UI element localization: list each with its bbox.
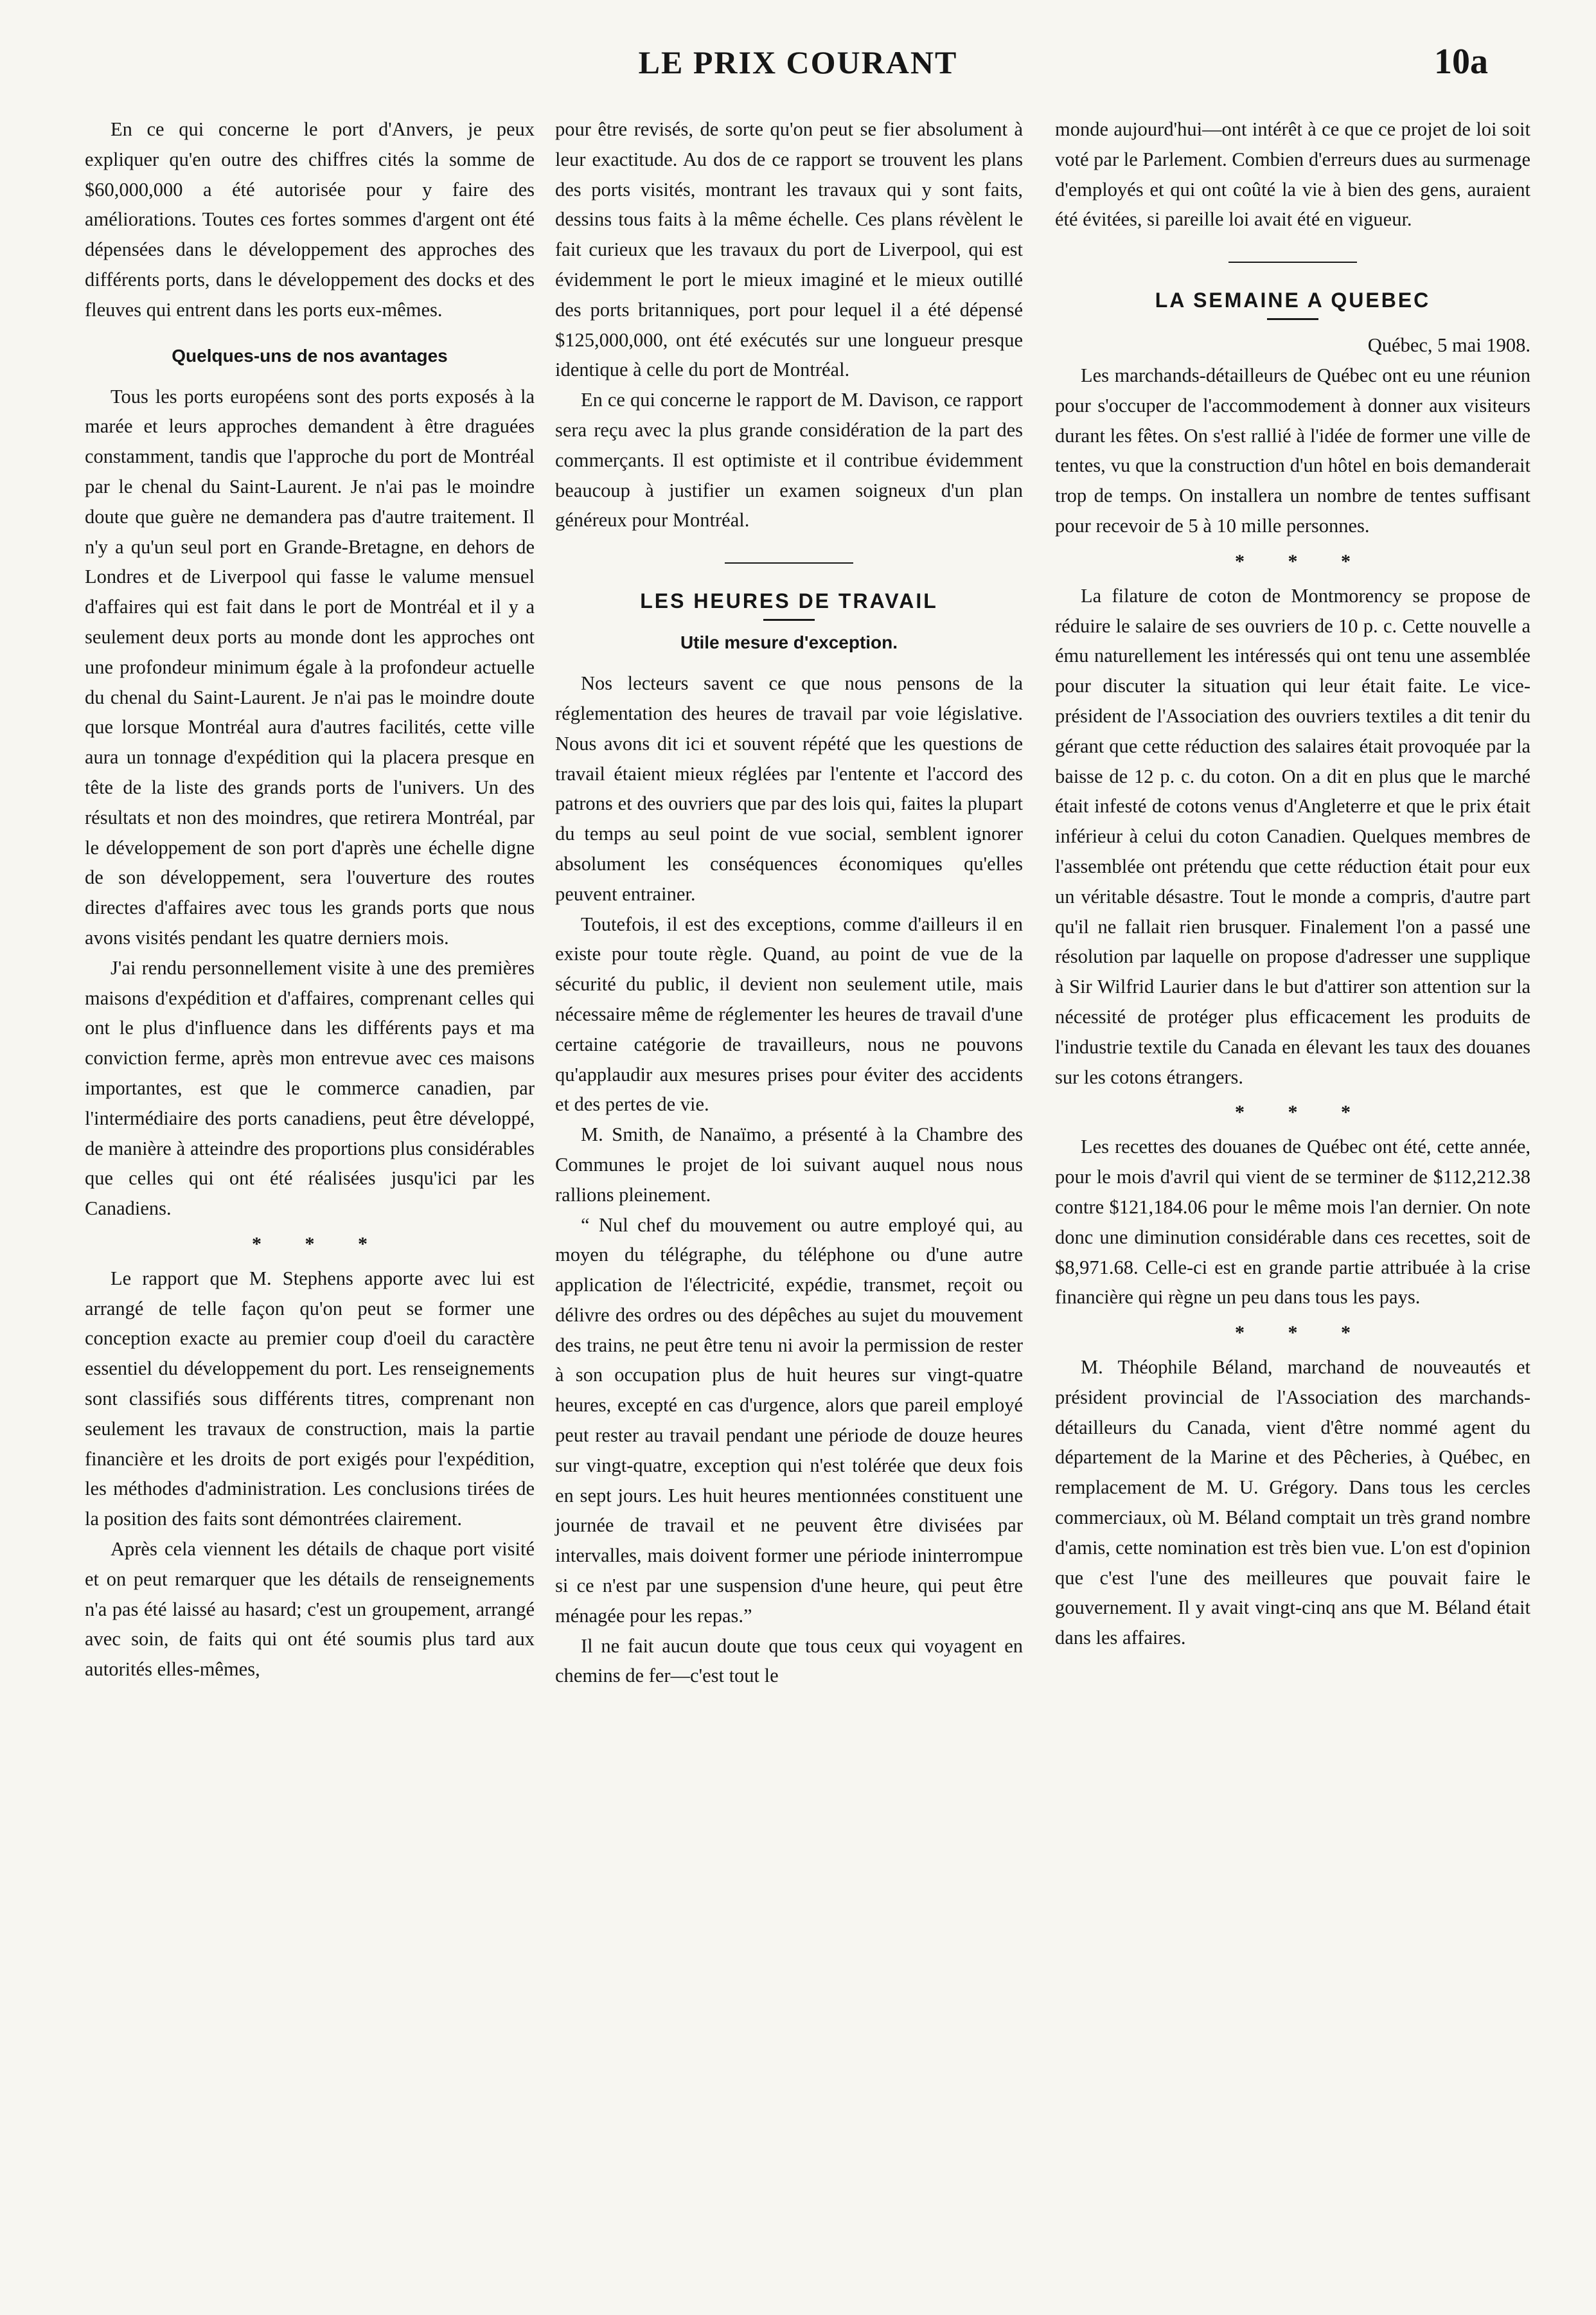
- article-separator: [725, 562, 853, 564]
- heading-rule: [763, 619, 815, 621]
- subheading-mesure-exception: Utile mesure d'exception.: [680, 632, 898, 653]
- paragraph-visite: J'ai rendu personnellement visite à une des premières maisons d'expédition et d'affaires, comprenant celles qui ont le plus d'influence dans les différents pays et ma conviction ferme, après mon entrevue avec ces maisons importantes, est que le commerce canadien, par l'intermédiaire des ports canadiens, peut être développé, de manière à atteindre des proportions plus considérables que celles qui ont été réalisées jusqu'ici par les Canadiens.: [85, 956, 535, 1220]
- section-stars: * * *: [1235, 1322, 1370, 1344]
- page-header: [0, 40, 1596, 91]
- paragraph-details-ports: Après cela viennent les détails de chaque port visité et on peut remarquer que les détails de renseignements n'a pas été laissé au hasard; c'est un groupement, arrangé avec soin, de faits qui ont été soumis plus tard aux autorités elles-mêmes,: [85, 1538, 535, 1681]
- dateline: Québec, 5 mai 1908.: [1367, 334, 1530, 357]
- paragraph-marchands-detailleurs: Les marchands-détailleurs de Québec ont eu une réunion pour s'occuper de l'accommodement à donner aux visiteurs durant les fêtes. On s'est rallié à l'idée de former une ville de tentes, vu que la construction d'un hôtel en bois demanderait trop de temps. On installera un nombre de tentes suffisant pour recevoir de 5 à 10 mille personnes.: [1055, 364, 1530, 537]
- paragraph-conclusion: Il ne fait aucun doute que tous ceux qui voyagent en chemins de fer—c'est tout le: [555, 1634, 1023, 1687]
- paragraph-projet-loi-citation: “ Nul chef du mouvement ou autre employé qui, au moyen du télégraphe, du téléphone ou d'une autre application de l'électricité, expédie, transmet, reçoit ou délivre des ordres ou des dépêches au sujet du mouvement des trains, ne peut être tenu ni avoir la permission de rester à son occupation plus de huit heures sur vingt-quatre heures, excepté en cas d'urgence, alors que pareil employé peut rester au travail pendant une période de douze heures sur vingt-quatre, exception qui n'est tolérée que deux fois en sept jours. Les huit heures mentionnées constituent une journée de travail et ne peuvent être divisées par intervalles, mais doivent former une période ininterrompue si ce n'est par une suspension d'une heure, qui peut être ménagée pour les repas.”: [555, 1213, 1023, 1627]
- paragraph-filature: La filature de coton de Montmorency se propose de réduire le salaire de ses ouvriers de 10 p. c. Cette nouvelle a ému naturellement les intéressés qui ont tenu une assemblée pour discuter la situation qui leur était faite. Le vice-président de l'Association des ouvriers textiles a dit tenir du gérant que cette réduction des salaires était provoquée par la baisse de 12 p. c. du coton. On a dit en plus que le marché était infesté de cotons venus d'Angleterre et que le prix était inférieur à celui du coton Canadien. Quelques membres de l'assemblée ont prétendu que cette réduction était pour eux un véritable désastre. Tout le monde a compris, d'autre part qu'il ne fallait rien brusquer. Finalement l'on a passé une résolution par laquelle on propose d'adresser une supplique à Sir Wilfrid Laurier dans le but d'attirer son attention sur la nécessité de protéger plus efficacement les produits de l'industrie textile du Canada en élevant les taux des douanes sur les cotons étrangers.: [1055, 584, 1530, 1088]
- paragraph-toutefois: Toutefois, il est des exceptions, comme d'ailleurs il en existe pour toute règle. Quand, au point de vue de la sécurité du public, il devient non seulement utile, mais nécessaire même de réglementer les heures de travail d'une certaine catégorie de travailleurs, nous ne pouvons qu'applaudir aux mesures prises pour éviter des accidents et des pertes de vie.: [555, 913, 1023, 1116]
- heading-semaine-quebec: LA SEMAINE A QUEBEC: [1155, 289, 1431, 312]
- column-3: [1055, 114, 1530, 1653]
- heading-heures-travail: LES HEURES DE TRAVAIL: [640, 589, 938, 613]
- section-stars: * * *: [1235, 1102, 1370, 1123]
- article-separator: [1228, 262, 1357, 263]
- subheading-avantages: Quelques-uns de nos avantages: [172, 345, 448, 366]
- paragraph-anvers: En ce qui concerne le port d'Anvers, je peux expliquer qu'en outre des chiffres cités la somme de $60,000,000 a été autorisée pour y faire des améliorations. Toutes ces fortes sommes d'argent ont été dépensées dans le développement des approches des différents ports, dans le développement des docks et des fleuves qui entrent dans les ports eux-mêmes.: [85, 118, 535, 321]
- paragraph-smith: M. Smith, de Nanaïmo, a présenté à la Chambre des Communes le projet de loi suivant auquel nous nous rallions pleinement.: [555, 1123, 1023, 1206]
- paragraph-revises: pour être revisés, de sorte qu'on peut se fier absolument à leur exactitude. Au dos de ce rapport se trouvent les plans des ports visités, montrant les travaux qui y sont faits, dessins tous faits à la même échelle. Ces plans révèlent le fait curieux que les travaux du port de Liverpool, qui est évidemment le port le mieux imaginé et le mieux outillé des ports britanniques, port pour lequel il a été dépensé $125,000,000, ont été exécutés sur une longueur presque identique à celle du port de Montréal.: [555, 118, 1023, 381]
- column-2: [555, 114, 1023, 1691]
- section-stars: * * *: [252, 1233, 387, 1255]
- paragraph-rapport-stephens: Le rapport que M. Stephens apporte avec lui est arrangé de telle façon qu'on peut se former une conception exacte au premier coup d'oeil du caractère essentiel du développement du port. Les renseignements sont classifiés sous différents titres, comprenant non seulement les travaux de construction, mais la partie financière et les droits de port exigés pour l'expédition, les méthodes d'administration. Les conclusions tirées de la position des faits sont démontrées clairement.: [85, 1267, 535, 1530]
- section-stars: * * *: [1235, 550, 1370, 572]
- paragraph-monde: monde aujourd'hui—ont intérêt à ce que ce projet de loi soit voté par le Parlement. Combien d'erreurs dues au surmenage d'employés et qui ont coûté la vie à bien des gens, auraient été évitées, si pareille loi avait été en vigueur.: [1055, 118, 1530, 231]
- column-1: [85, 114, 535, 1685]
- journal-title: LE PRIX COURANT: [638, 44, 958, 80]
- paragraph-ports-europeens: Tous les ports européens sont des ports exposés à la marée et leurs approches demandent à être draguées constamment, tandis que l'approche du port de Montréal par le chenal du Saint-Laurent. Je n'ai pas le moindre doute que guère ne demandera pas d'autre traitement. Il n'y a qu'un seul port en Grande-Bretagne, en dehors de Londres et de Liverpool qui fasse le valume mensuel d'affaires qui est fait dans le port de Montréal et il y a seulement deux ports au monde dont les approches ont une profondeur minimum égale à la profondeur actuelle du chenal du Saint-Laurent. Je n'ai pas le moindre doute que lorsque Montréal aura d'autres facilités, cette ville aura un tonnage d'expédition qui la placera presque en tête de la liste des grands ports de l'univers. Un des résultats et non des moindres, que retirera Montréal, par le développement de son port d'après une échelle digne de son développement, sera l'ouverture des routes directes d'affaires avec tous les grands ports que nous avons visités pendant les quatre derniers mois.: [85, 385, 535, 949]
- paragraph-beland: M. Théophile Béland, marchand de nouveautés et président provincial de l'Association des marchands-détailleurs du Canada, vient d'être nommé agent du département de la Marine et des Pêcheries, à Québec, en remplacement de M. U. Grégory. Dans tous les cercles commerciaux, où M. Béland comptait un très grand nombre d'amis, cette nomination est très bien vue. L'on est d'opinion que c'est l'une des meilleures que pouvait faire le gouvernement. Il y avait vingt-cinq ans que M. Béland était dans les affaires.: [1055, 1356, 1530, 1649]
- paragraph-nos-lecteurs: Nos lecteurs savent ce que nous pensons de la réglementation des heures de travail par voie législative. Nous avons dit ici et souvent répété que les questions de travail étaient mieux réglées par l'entente et l'accord des patrons et des ouvriers que par des lois qui, faites la plupart du temps au seul point de vue social, semblent ignorer absolument les conséquences économiques qu'elles peuvent entrainer.: [555, 672, 1023, 905]
- page-number: 10a: [1434, 42, 1488, 82]
- paragraph-recettes-douanes: Les recettes des douanes de Québec ont été, cette année, pour le mois d'avril qui vient de se terminer de $112,212.38 contre $121,184.06 pour le même mois l'an dernier. On note donc une diminution considérable dans ces recettes, soit de $8,971.68. Celle-ci est en grande partie attribuée à la crise financière qui règne un peu dans tous les pays.: [1055, 1136, 1530, 1309]
- paragraph-davison: En ce qui concerne le rapport de M. Davison, ce rapport sera reçu avec la plus grande considération de la part des commerçants. Il est optimiste et il contribue évidemment beaucoup à justifier un examen soigneux d'un plan généreux pour Montréal.: [555, 389, 1023, 532]
- heading-rule: [1267, 318, 1318, 320]
